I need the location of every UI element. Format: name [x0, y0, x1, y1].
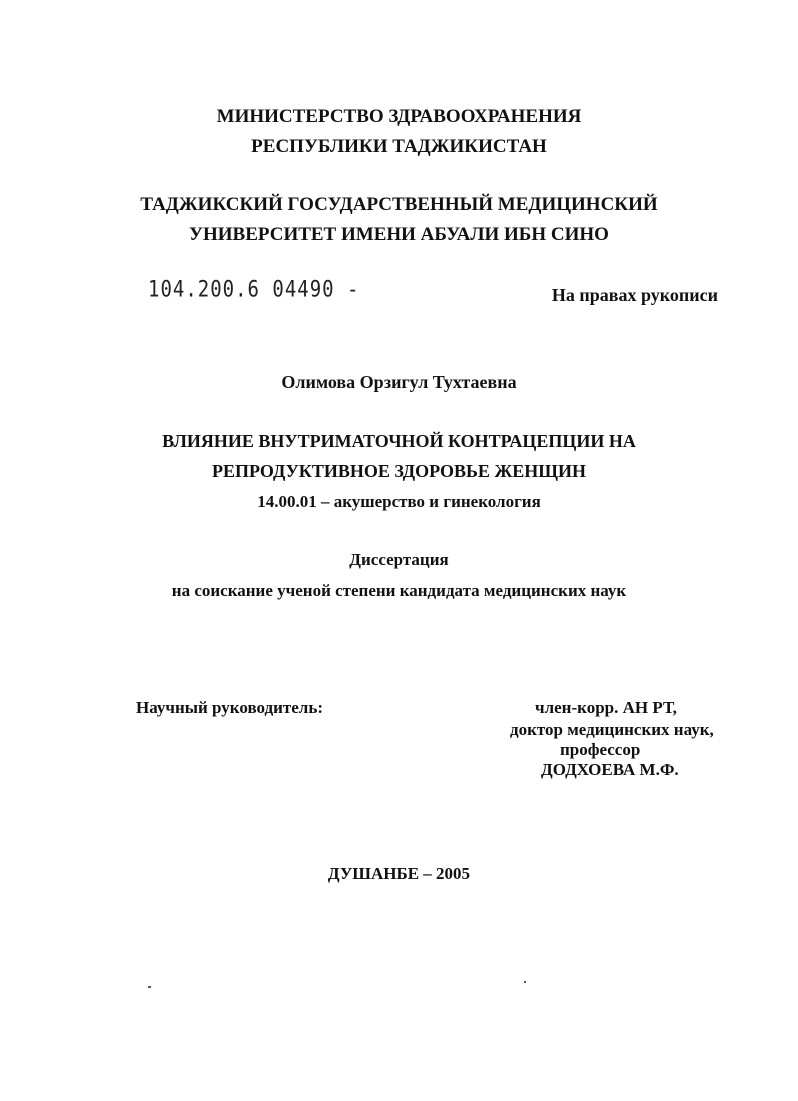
- archive-number: 104.200.6 04490 -: [148, 277, 360, 303]
- author-name: Олимова Орзигул Тухтаевна: [281, 372, 517, 392]
- specialty: 14.00.01 – акушерство и гинекология: [257, 492, 541, 511]
- ministry-line-1: МИНИСТЕРСТВО ЗДРАВООХРАНЕНИЯ: [216, 106, 582, 127]
- scan-speck-left: [148, 986, 151, 988]
- supervisor-degree: доктор медицинских наук,: [510, 720, 714, 739]
- scan-speck-right: [524, 981, 526, 983]
- supervisor-label: Научный руководитель:: [136, 698, 323, 717]
- dissertation-title-line-2: РЕПРОДУКТИВНОЕ ЗДОРОВЬЕ ЖЕНЩИН: [211, 461, 587, 481]
- supervisor-rank: член-корр. АН РТ,: [535, 698, 677, 717]
- university-line-1: ТАДЖИКСКИЙ ГОСУДАРСТВЕННЫЙ МЕДИЦИНСКИЙ: [140, 194, 658, 215]
- footer-city-year: ДУШАНБЕ – 2005: [327, 864, 471, 883]
- supervisor-title: профессор: [560, 740, 641, 759]
- manuscript-note: На правах рукописи: [551, 285, 718, 305]
- dissertation-title-line-1: ВЛИЯНИЕ ВНУТРИМАТОЧНОЙ КОНТРАЦЕПЦИИ НА: [162, 431, 636, 451]
- ministry-line-2: РЕСПУБЛИКИ ТАДЖИКИСТАН: [251, 136, 547, 157]
- supervisor-name: ДОДХОЕВА М.Ф.: [541, 760, 679, 779]
- university-line-2: УНИВЕРСИТЕТ ИМЕНИ АБУАЛИ ИБН СИНО: [189, 224, 609, 245]
- work-type: Диссертация: [349, 550, 449, 569]
- degree-sought: на соискание ученой степени кандидата медицинских наук: [171, 581, 627, 600]
